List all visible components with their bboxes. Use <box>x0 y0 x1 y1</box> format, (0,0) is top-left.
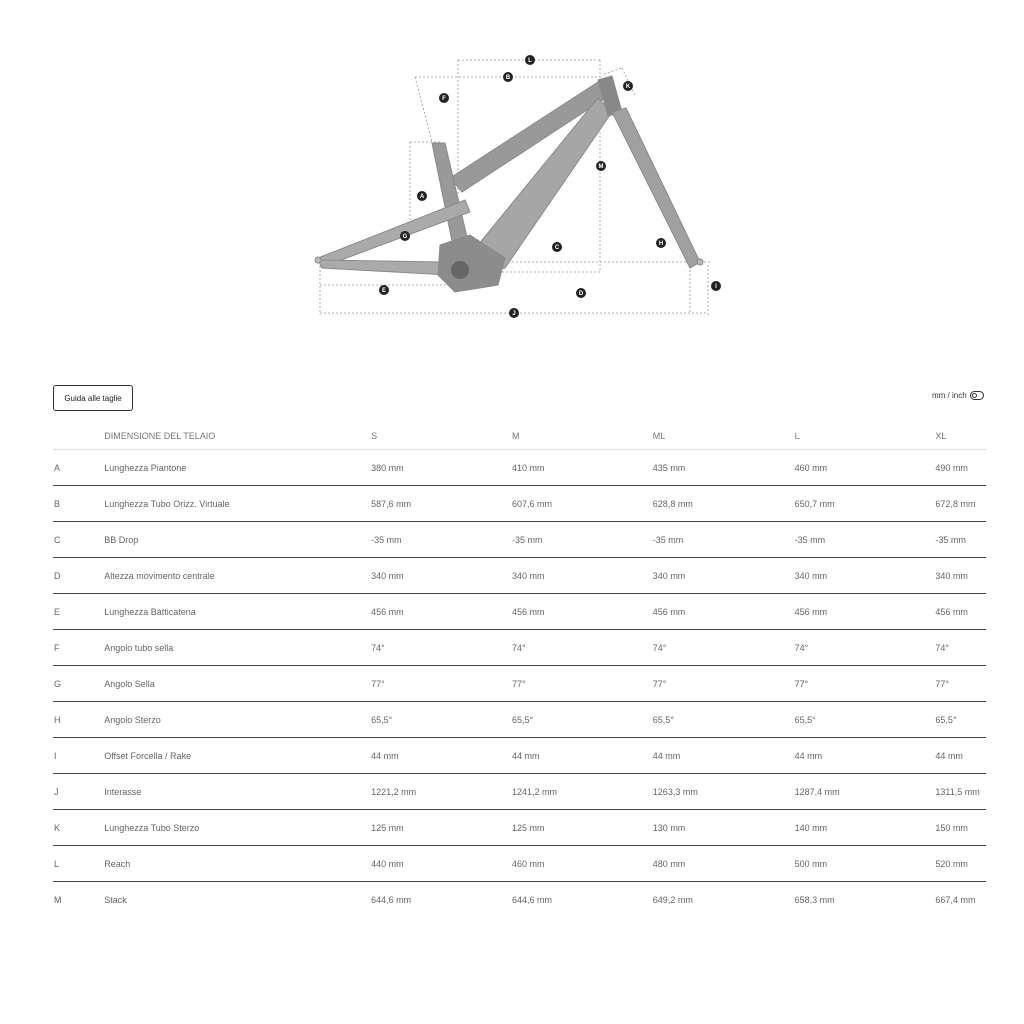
cell-size-xl: 65,5° <box>934 702 986 738</box>
marker-a <box>417 191 427 201</box>
cell-size-xl: 1311,5 mm <box>934 774 986 810</box>
row-label: BB Drop <box>103 522 370 558</box>
table-row <box>53 702 986 738</box>
row-code: G <box>53 666 103 702</box>
cell-size-xl: 490 mm <box>934 450 986 486</box>
cell-size-ml: -35 mm <box>652 522 794 558</box>
cell-size-s: 65,5° <box>370 702 511 738</box>
row-code: K <box>53 810 103 846</box>
cell-size-m: 77° <box>511 666 652 702</box>
cell-size-ml: 65,5° <box>652 702 794 738</box>
cell-size-s: 644,6 mm <box>371 894 412 905</box>
marker-b <box>503 72 513 82</box>
cell-size-l: 74° <box>794 630 935 666</box>
header-size-s: S <box>370 423 511 450</box>
row-label: Lunghezza Tubo Orizz. Virtuale <box>103 486 370 522</box>
cell-size-ml: 44 mm <box>652 738 794 774</box>
cell-size-s: 44 mm <box>370 738 511 774</box>
row-label: Offset Forcella / Rake <box>103 738 370 774</box>
cell-size-m: 456 mm <box>511 594 652 630</box>
row-code: M <box>54 894 62 905</box>
cell-size-ml: 649,2 mm <box>652 894 693 905</box>
cell-size-l: 500 mm <box>794 846 935 882</box>
cell-size-xl: 340 mm <box>934 558 986 594</box>
marker-e <box>379 285 389 295</box>
unit-toggle-label: mm / inch <box>932 391 967 400</box>
cell-size-ml: 435 mm <box>652 450 794 486</box>
svg-text:H: H <box>658 241 664 247</box>
cell-size-m: 340 mm <box>511 558 652 594</box>
table-header-row <box>53 423 986 450</box>
cell-size-l: 456 mm <box>794 594 935 630</box>
cell-size-xl: 456 mm <box>934 594 986 630</box>
row-label: Angolo Sterzo <box>103 702 370 738</box>
marker-l <box>525 55 535 65</box>
toggle-switch-icon[interactable] <box>970 391 984 400</box>
svg-text:E: E <box>381 288 387 294</box>
svg-text:C: C <box>554 245 560 251</box>
svg-text:K: K <box>625 84 631 90</box>
cell-size-l: 140 mm <box>794 810 935 846</box>
table-row <box>53 558 986 594</box>
cell-size-s: 74° <box>370 630 511 666</box>
marker-g <box>400 231 410 241</box>
cell-size-xl: 672,8 mm <box>934 486 986 522</box>
size-guide-button[interactable]: Guida alle taglie <box>53 385 133 411</box>
svg-text:F: F <box>442 96 446 102</box>
row-label: Interasse <box>103 774 370 810</box>
table-row <box>53 522 986 558</box>
row-label: Angolo tubo sella <box>103 630 370 666</box>
svg-text:J: J <box>512 311 516 317</box>
cell-size-l: 650,7 mm <box>794 486 935 522</box>
cell-size-xl: 77° <box>934 666 986 702</box>
row-code: F <box>53 630 103 666</box>
row-code: I <box>53 738 103 774</box>
table-row <box>53 738 986 774</box>
cell-size-s: 456 mm <box>370 594 511 630</box>
row-label: Angolo Sella <box>103 666 370 702</box>
cell-size-m: -35 mm <box>511 522 652 558</box>
cell-size-ml: 1263,3 mm <box>652 774 794 810</box>
row-code: H <box>53 702 103 738</box>
row-label: Stack <box>104 894 127 905</box>
row-code: B <box>53 486 103 522</box>
cell-size-ml: 130 mm <box>652 810 794 846</box>
row-code: J <box>53 774 103 810</box>
svg-text:M: M <box>598 164 604 170</box>
svg-text:D: D <box>578 291 584 297</box>
table-row <box>53 630 986 666</box>
cell-size-s: 440 mm <box>370 846 511 882</box>
cell-size-m: 74° <box>511 630 652 666</box>
header-size-m: M <box>511 423 652 450</box>
table-row <box>53 666 986 702</box>
header-code <box>53 423 103 450</box>
header-size-l: L <box>794 423 935 450</box>
cell-size-s: 125 mm <box>370 810 511 846</box>
cell-size-ml: 77° <box>652 666 794 702</box>
cell-size-m: 460 mm <box>511 846 652 882</box>
row-code: L <box>53 846 103 882</box>
header-size-xl: XL <box>934 423 986 450</box>
bike-geometry-diagram <box>300 45 740 330</box>
row-code: A <box>53 450 103 486</box>
svg-text:I: I <box>715 284 717 290</box>
header-size-ml: ML <box>652 423 794 450</box>
cell-size-xl: 520 mm <box>934 846 986 882</box>
cell-size-s: 77° <box>370 666 511 702</box>
svg-text:G: G <box>402 234 408 240</box>
cell-size-ml: 340 mm <box>652 558 794 594</box>
marker-i <box>711 281 721 291</box>
cell-size-m: 44 mm <box>511 738 652 774</box>
marker-h <box>656 238 666 248</box>
cell-size-xl: 667,4 mm <box>935 894 976 905</box>
row-code: E <box>53 594 103 630</box>
svg-text:A: A <box>419 194 425 200</box>
marker-k <box>623 81 633 91</box>
cell-size-l: 460 mm <box>794 450 935 486</box>
cell-size-ml: 628,8 mm <box>652 486 794 522</box>
row-label: Lunghezza Batticatena <box>103 594 370 630</box>
cell-size-s: 340 mm <box>370 558 511 594</box>
cell-size-l: -35 mm <box>794 522 935 558</box>
cell-size-m: 125 mm <box>511 810 652 846</box>
cell-size-l: 340 mm <box>794 558 935 594</box>
row-label: Altezza movimento centrale <box>103 558 370 594</box>
cell-size-m: 644,6 mm <box>511 894 552 905</box>
cell-size-l: 44 mm <box>794 738 935 774</box>
cell-size-ml: 74° <box>652 630 794 666</box>
table-row <box>53 486 986 522</box>
cell-size-m: 65,5° <box>511 702 652 738</box>
cell-size-ml: 480 mm <box>652 846 794 882</box>
cell-size-m: 1241,2 mm <box>511 774 652 810</box>
marker-c <box>552 242 562 252</box>
row-code: D <box>53 558 103 594</box>
marker-d <box>576 288 586 298</box>
cell-size-m: 607,6 mm <box>511 486 652 522</box>
cell-size-ml: 456 mm <box>652 594 794 630</box>
cell-size-xl: 150 mm <box>934 810 986 846</box>
header-frame-size: DIMENSIONE DEL TELAIO <box>103 423 370 450</box>
cell-size-l: 65,5° <box>794 702 935 738</box>
row-label: Reach <box>103 846 370 882</box>
cell-size-l: 658,3 mm <box>794 894 835 905</box>
marker-m <box>596 161 606 171</box>
row-code: C <box>53 522 103 558</box>
table-row <box>53 846 986 882</box>
table-row <box>53 774 986 810</box>
cell-size-xl: -35 mm <box>934 522 986 558</box>
svg-text:B: B <box>505 75 511 81</box>
cell-size-xl: 44 mm <box>934 738 986 774</box>
cell-size-s: 380 mm <box>370 450 511 486</box>
table-row <box>53 882 986 918</box>
table-row <box>53 810 986 846</box>
marker-f <box>439 93 449 103</box>
row-label: Lunghezza Piantone <box>103 450 370 486</box>
cell-size-l: 77° <box>794 666 935 702</box>
table-row <box>53 450 986 486</box>
cell-size-m: 410 mm <box>511 450 652 486</box>
cell-size-s: -35 mm <box>370 522 511 558</box>
marker-j <box>509 308 519 318</box>
geometry-table <box>53 423 986 917</box>
cell-size-l: 1287,4 mm <box>794 774 935 810</box>
row-label: Lunghezza Tubo Sterzo <box>103 810 370 846</box>
cell-size-s: 587,6 mm <box>370 486 511 522</box>
table-row <box>53 594 986 630</box>
cell-size-s: 1221,2 mm <box>370 774 511 810</box>
cell-size-xl: 74° <box>934 630 986 666</box>
unit-toggle[interactable] <box>932 391 984 400</box>
svg-text:L: L <box>528 58 532 64</box>
